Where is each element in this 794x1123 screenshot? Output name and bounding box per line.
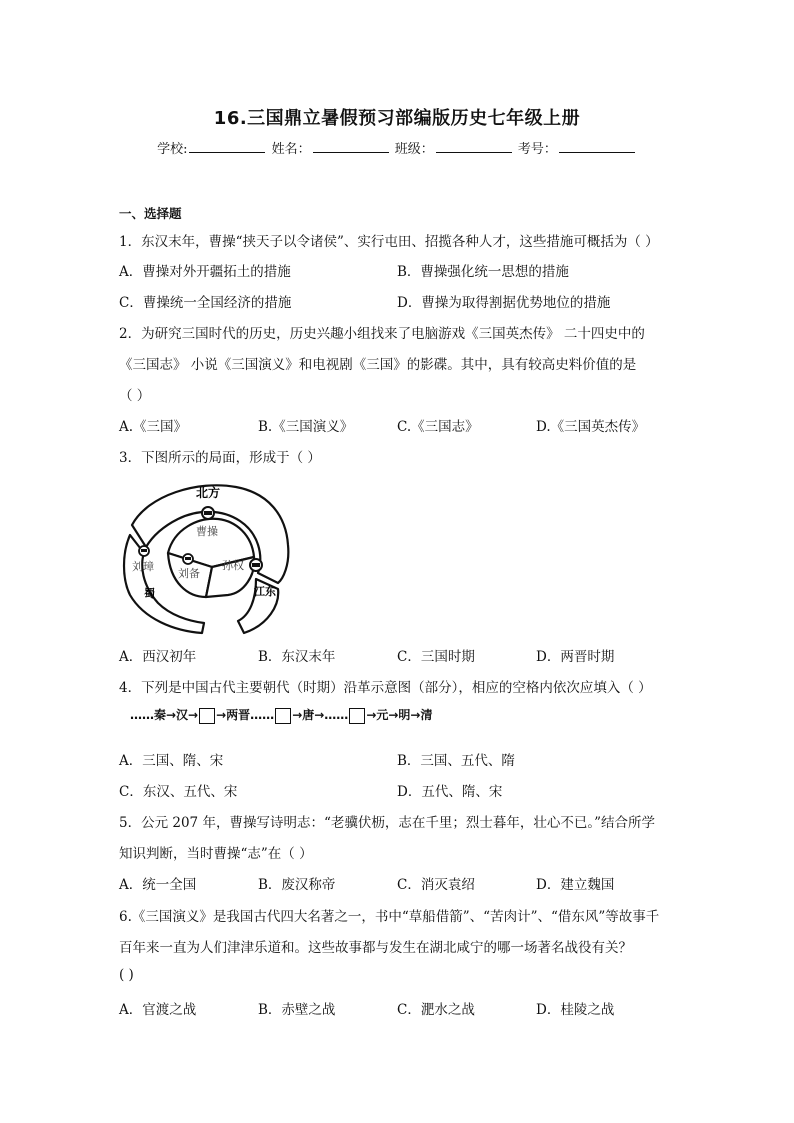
sunquan-figure-icon [250,559,262,571]
class-blank[interactable] [436,140,512,153]
class-label: 班级： [394,142,434,157]
q1-stem: 1．东汉末年，曹操“挟天子以令诸侯”、实行屯田、招揽各种人才，这些措施可概括为（ ） [119,234,659,250]
q3-stem: 3．下图所示的局面，形成于（ ） [119,450,321,466]
name-blank[interactable] [313,140,389,153]
timeline-blank-2 [275,708,291,724]
q1-option-b[interactable]: B．曹操强化统一思想的措施 [397,264,569,280]
page-title: 16.三国鼎立暑假预习部编版历史七年级上册 [213,108,581,129]
q5-stem-line-1: 5．公元 207 年，曹操写诗明志：“老骥伏枥，志在千里；烈士暮年，壮心不已。”结合所学 [119,815,655,831]
q6-option-a[interactable]: A．官渡之战 [119,1002,197,1018]
diagram-label-north: 北方 [196,486,221,500]
q2-stem-line-1: 2．为研究三国时代的历史，历史兴趣小组找来了电脑游戏《三国英杰传》 二十四史中的 [119,326,645,342]
q5-option-b[interactable]: B．废汉称帝 [258,877,336,893]
q3-option-b[interactable]: B．东汉末年 [258,649,336,665]
timeline-blank-3 [349,708,365,724]
q4-option-d[interactable]: D．五代、隋、宋 [397,784,503,800]
name-label: 姓名： [271,142,311,157]
diagram-label-sunquan: 孙权 [222,559,244,572]
student-info-row [0,138,794,157]
diagram-label-shu: 蜀 [144,587,155,600]
q1-option-c[interactable]: C．曹操统一全国经济的措施 [119,295,292,311]
q3-option-d[interactable]: D．两晋时期 [536,649,615,665]
q3-option-c[interactable]: C．三国时期 [397,649,475,665]
q6-option-d[interactable]: D．桂陵之战 [536,1002,615,1018]
q4-option-b[interactable]: B．三国、五代、隋 [397,753,515,769]
three-kingdoms-svg [118,475,298,635]
q5-stem-line-2: 知识判断，当时曹操“志”在（ ） [119,846,313,862]
timeline-part-3: →唐→…… [292,708,349,722]
q2-option-c[interactable]: C.《三国志》 [397,419,479,435]
diagram-label-jiangdong: 江东 [254,585,276,598]
liubei-figure-icon [183,554,193,564]
q4-option-a[interactable]: A．三国、隋、宋 [119,753,224,769]
q1-option-a[interactable]: A．曹操对外开疆拓土的措施 [119,264,291,280]
id-label: 考号： [517,142,557,157]
q6-option-c[interactable]: C．淝水之战 [397,1002,475,1018]
q5-option-a[interactable]: A．统一全国 [119,877,197,893]
q2-stem-line-2: 《三国志》 小说《三国演义》和电视剧《三国》的影碟。其中，具有较高史料价值的是 [119,357,637,373]
q4-stem: 4．下列是中国古代主要朝代（时期）沿革示意图（部分），相应的空格内依次应填入（ ） [119,680,652,696]
timeline-part-4: →元→明→清 [366,708,433,722]
q5-option-c[interactable]: C．消灭袁绍 [397,877,475,893]
q6-stem-line-3: ( ) [119,967,134,983]
three-kingdoms-diagram [118,475,298,635]
q3-option-a[interactable]: A．西汉初年 [119,649,197,665]
diagram-label-liubei: 刘备 [178,567,200,580]
q2-option-d[interactable]: D.《三国英杰传》 [536,419,646,435]
diagram-label-liuzhang: 刘璋 [132,560,154,573]
id-blank[interactable] [559,140,635,153]
dynasty-timeline [130,706,432,724]
liuzhang-figure-icon [139,546,149,556]
q6-option-b[interactable]: B．赤壁之战 [258,1002,336,1018]
timeline-blank-1 [199,708,215,724]
q1-option-d[interactable]: D．曹操为取得割据优势地位的措施 [397,295,611,311]
q2-stem-line-3: （ ） [119,388,151,404]
timeline-part-1: ……秦→汉→ [130,708,199,722]
q2-option-b[interactable]: B.《三国演义》 [258,419,354,435]
q2-option-a[interactable]: A.《三国》 [119,419,188,435]
q6-stem-line-2: 百年来一直为人们津津乐道和。这些故事都与发生在湖北咸宁的哪一场著名战役有关？ [119,940,632,956]
q6-stem-line-1: 6.《三国演义》是我国古代四大名著之一，书中“草船借箭”、“苦肉计”、“借东风”等故事千 [119,909,660,925]
school-label: 学校: [157,142,188,157]
diagram-label-caocao: 曹操 [196,525,218,538]
section-title: 一、选择题 [119,206,182,221]
q5-option-d[interactable]: D．建立魏国 [536,877,615,893]
caocao-figure-icon [202,507,214,519]
school-blank[interactable] [189,140,265,153]
q4-option-c[interactable]: C．东汉、五代、宋 [119,784,238,800]
timeline-part-2: →两晋…… [216,708,275,722]
